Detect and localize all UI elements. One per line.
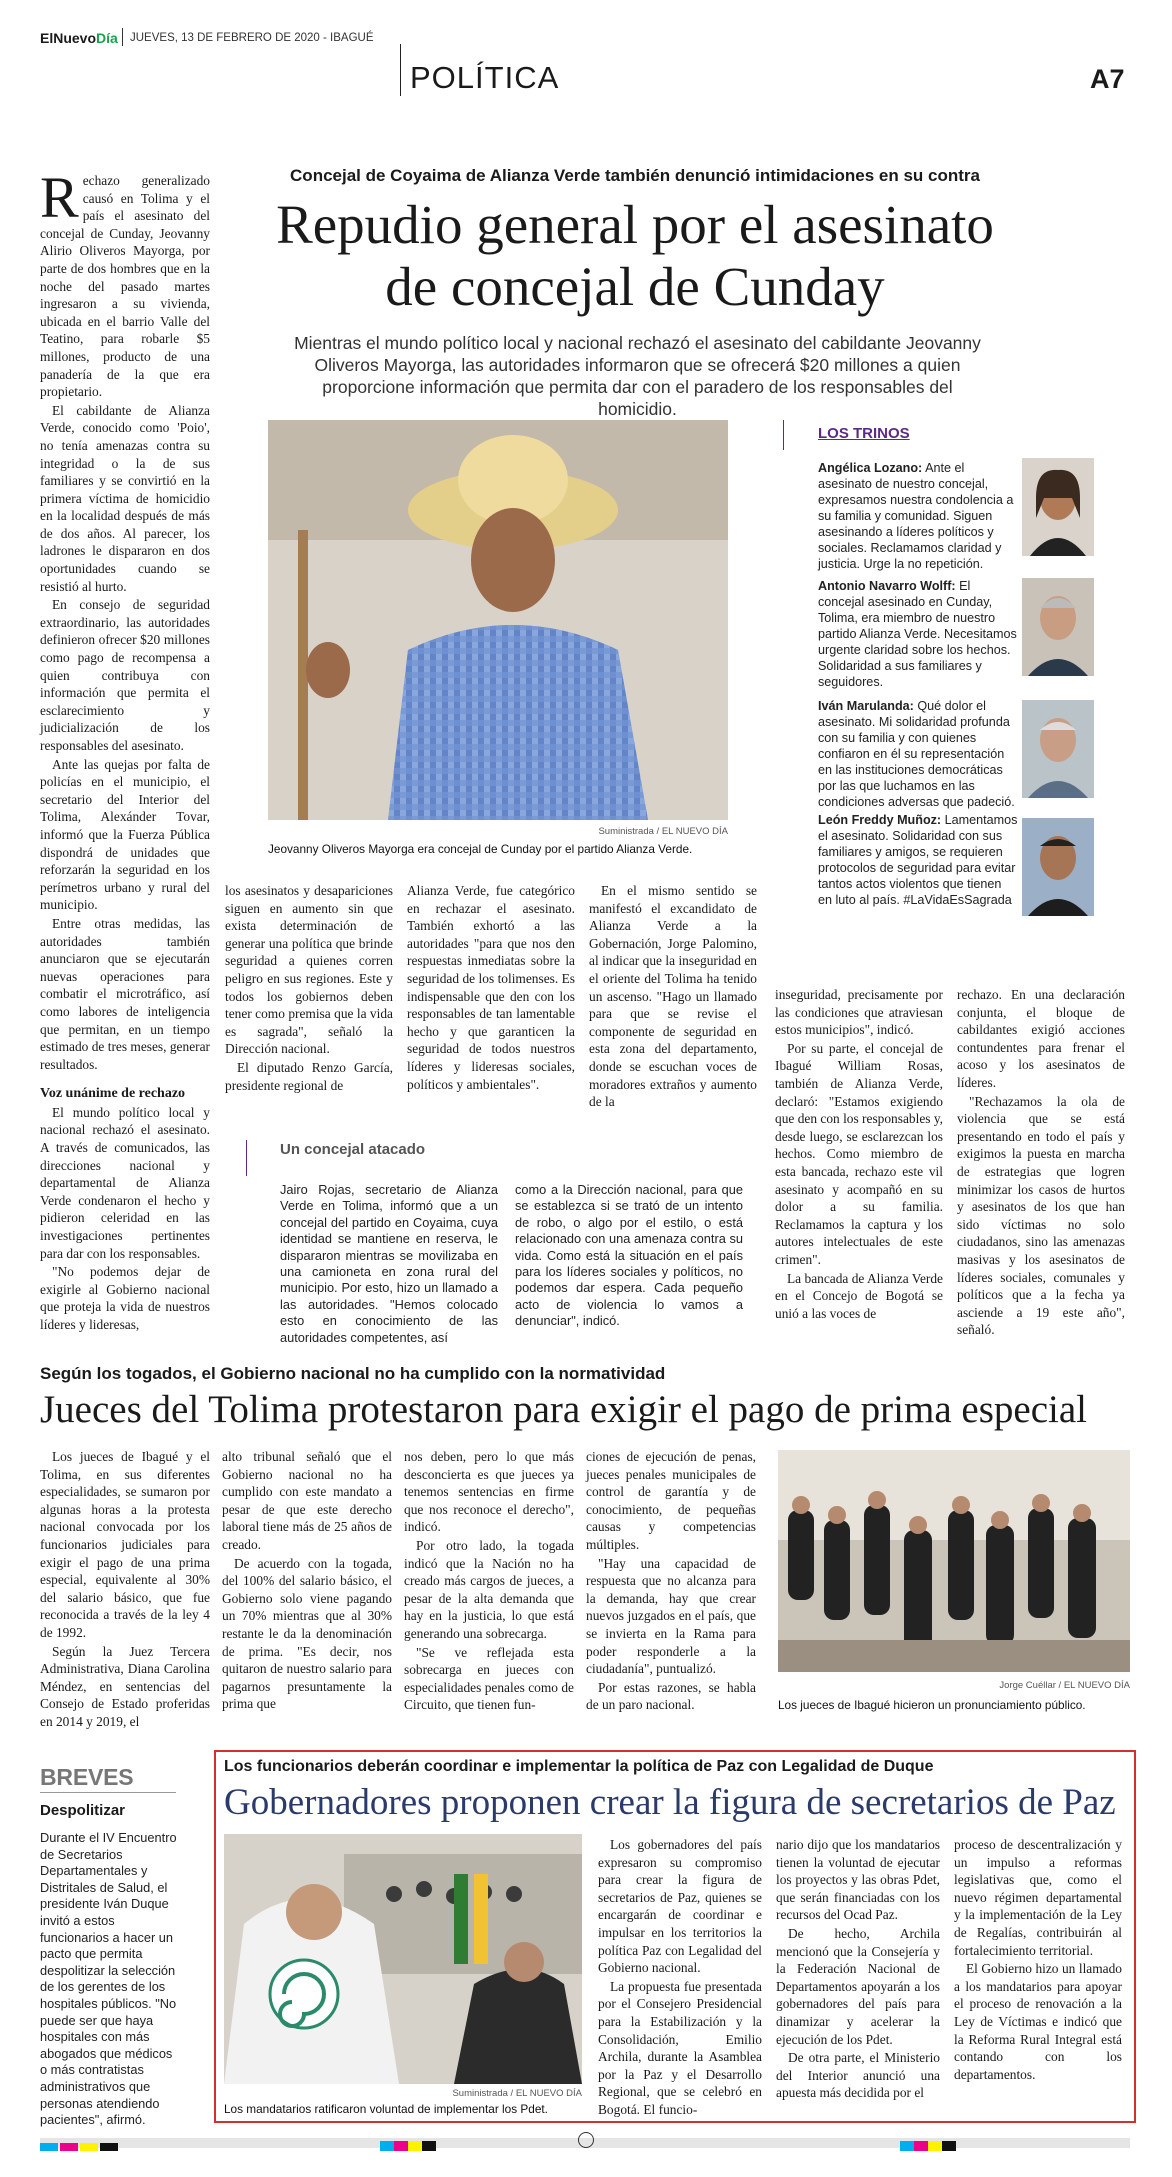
article3-col1-p2: La propuesta fue presentada por el Consejero Presidencial para la Estabilización y la Consolidación, Emilio Archila, durante la Asamblea por la Paz y el Desarrollo Regional, que se celebró en Bogotá. El funcio- (598, 1978, 762, 2117)
article2-col1 (40, 1448, 210, 1732)
main-photo (268, 420, 728, 820)
judges-photo-credit: Jorge Cuéllar / EL NUEVO DÍA (999, 1680, 1130, 1691)
logo-dia: Día (96, 30, 118, 46)
main-photo-caption: Jeovanny Oliveros Mayorga era concejal de Cunday por el partido Alianza Verde. (268, 842, 693, 856)
logo-el: El (40, 30, 54, 46)
headline-line1: Repudio general por el asesinato (276, 194, 994, 255)
trino-item (818, 812, 1018, 908)
trino-text: Ante el asesinato de nuestro concejal, expresamos nuestra condolencia a su familia y comunidad. Siguen asesinando a líderes políticos y sociales. Reclamamos claridad y justicia. Urge la no repetición. (818, 461, 1014, 571)
judges-photo-illustration (778, 1450, 1130, 1672)
article3-headline: Gobernadores proponen crear la figura de secretarios de Paz (224, 1782, 1116, 1823)
article3-kicker: Los funcionarios deberán coordinar e implementar la política de Paz con Legalidad de Duque (224, 1758, 934, 1775)
article2-col3-p3: "Se ve reflejada esta sobrecarga en jueces con especialidades penales como de Circuito, que tienen fun- (404, 1644, 574, 1713)
article1-col5 (775, 986, 943, 1323)
article3-col1 (598, 1836, 762, 2120)
article1-col5-text: inseguridad, precisamente por las condiciones que atraviesan estos municipios", indicó. (775, 987, 943, 1038)
article1-headline (230, 194, 1040, 318)
article3-col2 (776, 1836, 940, 2103)
trino-text: El concejal asesinado en Cunday, Tolima, era miembro de nuestro partido Alianza Verde. Necesitamos urgente claridad sobre los hechos. Solidaridad a sus familiares y seguidores. (818, 579, 1017, 689)
article1-p4: Ante las quejas por falta de policías en el municipio, el secretario del Interior del Tolima, Alexánder Tovar, informó que la Fuerza Pública dispondrá de unidades que reforzarán la seguridad en los perímetros urbano y rural del municipio. (40, 756, 210, 913)
article2-col1-p2: Según la Juez Tercera Administrativa, Diana Carolina Méndez, en sentencias del Consejo de Estado proferidas en 2014 y 2019, el (40, 1643, 210, 1729)
article1-col5-p3: La bancada de Alianza Verde en el Concejo de Bogotá se unió a las voces de (775, 1270, 943, 1321)
article2-col3-text: nos deben, pero lo que más desconcierta es que jueces ya tenemos sentencias en firme que nos reconoce el derecho", indicó. (404, 1449, 574, 1535)
trino-author: Antonio Navarro Wolff: (818, 579, 956, 593)
breves-subtitle: Despolitizar (40, 1802, 126, 1819)
headline-line2: de concejal de Cunday (385, 256, 885, 317)
trino-text: Qué dolor el asesinato. Mi solidaridad profunda con su familia y con quienes confiaron en él su representación en las instituciones democráticas por las que luchamos en las condiciones adversas que padeció. (818, 699, 1015, 809)
article1-col6-p2: "Rechazamos la ola de violencia que se está presentando en todo el país y exigimos la puesta en marcha de estrategias que logren minimizar los casos de hurtos y asesinatos de los que han sido víctimas no solo ciudadanos, sino las amenazas masivas y los asesinatos de líderes sociales, comunales y políticos que a la fecha ya asciende a 19 este año", señaló. (957, 1093, 1125, 1338)
logo-nuevo: Nuevo (53, 30, 97, 46)
article3-col2-p3: De otra parte, el Ministerio del Interior anunció una apuesta más decidida por el (776, 2050, 940, 2101)
header-divider (122, 28, 123, 46)
concejal-box-text1: Jairo Rojas, secretario de Alianza Verde en Tolima, informó que a un concejal del partido en Coyaima, cuya identidad se mantiene en reserva, le dispararon mientras se movilizaba en una camioneta en zona rural del municipio. Por esto, hizo un llamado a las autoridades. "Hemos colocado esto en conocimiento de las autoridades competentes, así (280, 1182, 498, 1345)
article2-col2-text: alto tribunal señaló que el Gobierno nacional no ha cumplido con este mandato a pesar de que este derecho laboral tiene más de 25 años de creado. (222, 1449, 392, 1552)
article1-col3 (407, 882, 575, 1094)
article2-col1-text: Los jueces de Ibagué y el Tolima, en sus diferentes especialidades, se sumaron por algunas horas a la protesta nacional convocada por los funcionarios judiciales para exigir el pago de una prima especial, equivalente al 30% del salario básico, que fue reconocida a través de la ley 4 de 1992. (40, 1449, 210, 1640)
article3-col3-text: proceso de descentralización y un impulso a reformas legislativas que, como el nuevo régimen departamental y la implementación de la Ley de Regalías, contribuirán al fortalecimiento territorial. (954, 1837, 1122, 1958)
judges-photo (778, 1450, 1130, 1672)
article1-col1 (40, 165, 210, 1335)
concejal-box-bracket (246, 1140, 247, 1176)
avatar-man-icon (1022, 578, 1094, 676)
trino-text: Lamentamos el asesinato. Solidaridad con sus familiares y amigos, se requieren protocolos de seguridad para evitar tantos actos violentos que tienen en luto al país. #LaVidaEsSagrada (818, 813, 1018, 907)
trino-item (818, 460, 1018, 572)
article3-col3 (954, 1836, 1122, 2084)
breves-rule (40, 1792, 176, 1793)
article1-p5: Entre otras medidas, las autoridades también anunciaron que se ejecutarán nuevas operaciones para combatir el microtráfico, así como labores de inteligencia que permitan, en un tiempo estimado de tres meses, generar resultados. (40, 915, 210, 1072)
article2-col4-p2: "Hay una capacidad de respuesta que no alcanza para la demanda, hay que crear nuevos juzgados en el país, que se invierta en la Rama para poder responderle a la ciudadanía", puntualizó. (586, 1555, 756, 1677)
breves-text: Durante el IV Encuentro de Secretarios Departamentales y Distritales de Salud, el presidente Iván Duque invitó a estos funcionarios a hacer un pacto que permita despolitizar la selección de los gerentes de los hospitales públicos. "No puede ser que haya hospitales con más abogados que médicos o más contratistas administrativos que personas atendiendo pacientes", afirmó. (40, 1830, 177, 2128)
trino-avatar (1022, 700, 1094, 798)
article2-col3-p2: Por otro lado, la togada indicó que la Nación no ha creado más cargos de jueces, a pesar de la alta demanda que hay en la justicia, lo que está generando una sobrecarga. (404, 1537, 574, 1641)
dropcap: R (40, 165, 79, 230)
article2-col2-p2: De acuerdo con la togada, del 100% del salario básico, el Gobierno solo viene pagando un 70% mientras que al 30% restante le da la denominación de prima. "Es decir, nos quitaron de nuestro salario para pagarnos presuntamente la prima que (222, 1555, 392, 1712)
article3-col2-text: nario dijo que los mandatarios tienen la voluntad de ejecutar los proyectos y las obras Pdet, que serán financiadas con los recursos del Ocad Paz. (776, 1837, 940, 1923)
trino-author: Iván Marulanda: (818, 699, 914, 713)
article1-lead: echazo generalizado causó en Tolima y el país el asesinato del concejal de Cunday, Jeovanny Alirio Oliveros Mayorga, por parte de dos hombres que en la noche del pasado martes ingresaron a su vivienda, ubicada en el barrio Valle del Teatino, para robarle $5 millones, producto de una panadería de la que era propietario. (40, 173, 210, 400)
section-rule (400, 44, 401, 96)
gobernadores-photo-caption: Los mandatarios ratificaron voluntad de implementar los Pdet. (224, 2102, 548, 2116)
trino-author: León Freddy Muñoz: (818, 813, 942, 827)
article2-kicker: Según los togados, el Gobierno nacional no ha cumplido con la normatividad (40, 1364, 666, 1383)
article1-col6 (957, 986, 1125, 1340)
masthead-logo (40, 30, 118, 46)
section-title: POLÍTICA (410, 60, 560, 95)
color-swatches-right (900, 2138, 956, 2148)
concejal-photo-illustration (268, 420, 728, 820)
header-date: JUEVES, 13 DE FEBRERO DE 2020 - IBAGUÉ (130, 32, 374, 44)
registration-mark-icon (578, 2132, 594, 2148)
article1-p6: El mundo político local y nacional rechazó el asesinato. A través de comunicados, las direcciones nacional y departamental de Alianza Verde condenaron el hecho y pidieron celeridad en las investigaciones pertinentes para dar con los responsables. (40, 1104, 210, 1261)
article1-col6-text: rechazo. En una declaración conjunta, el bloque de cabildantes exigió acciones contundentes para frenar el acoso y los asesinatos de líderes. (957, 987, 1125, 1090)
trino-item (818, 698, 1018, 810)
article2-col4-p3: Por estas razones, se habla de un paro nacional. (586, 1679, 756, 1713)
article1-col3-text: Alianza Verde, fue categórico en rechazar el asesinato. También exhortó a las autoridades "para que nos den respuestas inmediatas sobre la seguridad de los tolimenses. Es indispensable que den con los responsables de tan lamentable hecho y que garanticen la seguridad de todos nuestros líderes y lideresas sociales, políticos y ambientales". (407, 883, 575, 1092)
article1-kicker: Concejal de Coyaima de Alianza Verde también denunció intimidaciones en su contra (290, 166, 980, 185)
article3-col2-p2: De hecho, Archila mencionó que la Consejería y la Federación Nacional de Departamentos apoyarán a los gobernadores del país para dinamizar y acelerar la ejecución de los Pdet. (776, 1925, 940, 2047)
gobernadores-photo (224, 1834, 582, 2084)
gobernadores-photo-credit: Suministrada / EL NUEVO DÍA (452, 2088, 582, 2099)
article1-p3: En consejo de seguridad extraordinario, las autoridades definieron ofrecer $20 millones como pago de recompensa a quien contribuya con información que permita el esclarecimiento y judicialización de los responsables del asesinato. (40, 597, 210, 753)
article2-col4-text: ciones de ejecución de penas, jueces penales municipales de control de garantía y de conocimiento, de pequeñas causas y competencias múltiples. (586, 1449, 756, 1552)
trino-author: Angélica Lozano: (818, 461, 923, 475)
gobernadores-photo-illustration (224, 1834, 582, 2084)
trino-avatar (1022, 458, 1094, 556)
color-swatches-center (380, 2138, 436, 2148)
article2-col2 (222, 1448, 392, 1714)
article3-col1-text: Los gobernadores del país expresaron su compromiso para crear la figura de secretarios de Paz, quienes se encargarán de coordinar e impulsar en los territorios la política Paz con Legalidad del Gobierno nacional. (598, 1837, 762, 1976)
article1-p7: "No podemos dejar de exigirle al Gobierno nacional que proteja la vida de nuestros líderes y lideresas, (40, 1264, 210, 1332)
trino-avatar (1022, 578, 1094, 676)
trinos-bracket (783, 420, 784, 450)
trino-item (818, 578, 1018, 690)
article1-col2-p2: El diputado Renzo García, presidente regional de (225, 1059, 393, 1093)
article2-col3 (404, 1448, 574, 1715)
article1-deck: Mientras el mundo político local y nacional rechazó el asesinato del cabildante Jeovanny Oliveros Mayorga, las autoridades informaron que se ofrecerá $20 millones a quien proporcione información que permita dar con el paradero de los responsables del homicidio. (294, 333, 981, 419)
concejal-box-title: Un concejal atacado (280, 1141, 426, 1158)
article1-p2: El cabildante de Alianza Verde, conocido como 'Poio', no tenía amenazas contra su integridad o la de sus familiares y se convirtió en la primera víctima de homicidio en la localidad después de más de dos años. Al parecer, los ladrones le dispararon en dos oportunidades cuando se resistió al hurto. (40, 402, 210, 594)
avatar-man-icon (1022, 700, 1094, 798)
article1-col5-p2: Por su parte, el concejal de Ibagué William Rosas, también de Alianza Verde, declaró: "Estamos exigiendo que den con los responsables y, desde luego, se esclarezcan los hechos. Como miembro de esta bancada, rechazo este vil asesinato y acompañó en su dolor a su familia. Reclamamos la captura y los autores intelectuales de este crimen". (775, 1040, 943, 1267)
judges-photo-caption: Los jueces de Ibagué hicieron un pronunciamiento público. (778, 1698, 1086, 1712)
page-number: A7 (1090, 64, 1125, 94)
trinos-title: LOS TRINOS (818, 425, 910, 442)
avatar-man-icon (1022, 818, 1094, 916)
article1-col2-text: los asesinatos y desapariciones siguen en aumento sin que exista determinación de generar una política que brinde seguridad a quienes corren peligro en sus regiones. Este y todos los gobiernos deben tener como premisa que la vida es sagrada", señaló la Dirección nacional. (225, 883, 393, 1057)
article2-col4 (586, 1448, 756, 1715)
concejal-box-text2: como a la Dirección nacional, para que se establezca si se trató de un intento de robo, o algo por el estilo, o está relacionado con una amenaza contra su vida. Como está la situación en el país para los líderes sociales y políticos, no podemos dar espera. Cada pequeño acto de violencia lo vamos a denunciar", indicó. (515, 1182, 743, 1329)
breves-title: BREVES (40, 1764, 134, 1790)
main-photo-credit: Suministrada / EL NUEVO DÍA (598, 826, 728, 837)
article1-col2 (225, 882, 393, 1095)
article3-col3-p2: El Gobierno hizo un llamado a los mandatarios para apoyar el proceso de renovación a la Ley de Víctimas e indicó que la Reforma Rural Integral está contando con los departamentos. (954, 1961, 1122, 2082)
avatar-woman-icon (1022, 458, 1094, 556)
article1-col4-text: En el mismo sentido se manifestó el excandidato de Alianza Verde a la Gobernación, Jorge Palomino, al indicar que la inseguridad en el oriente del Tolima ha tenido un ascenso. "Hago un llamado para que se revise el componente de seguridad en esta zona del departamento, donde se escuchan voces de moradores extraños y aumento de la (589, 883, 757, 1110)
article1-col4 (589, 882, 757, 1112)
article2-headline: Jueces del Tolima protestaron para exigir el pago de prima especial (40, 1388, 1087, 1431)
trino-avatar (1022, 818, 1094, 916)
article1-subhead: Voz unánime de rechazo (40, 1086, 186, 1102)
